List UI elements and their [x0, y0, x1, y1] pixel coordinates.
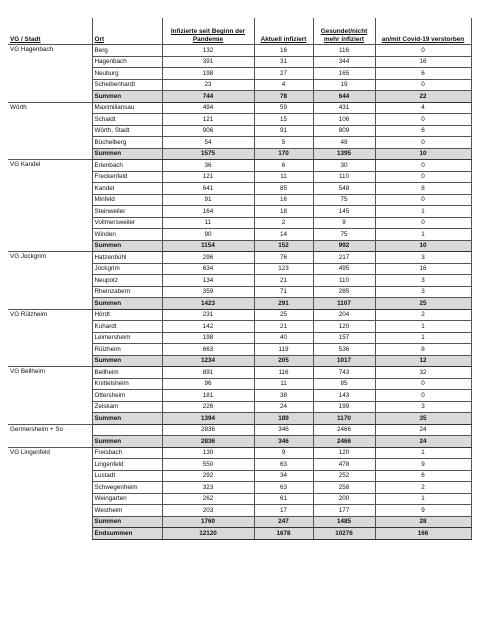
aktuell-infiziert-cell: 170: [254, 148, 313, 160]
infizierte-cell: 226: [162, 401, 254, 413]
ort-cell: Lingenfeld: [92, 459, 162, 471]
gesundet-cell: 120: [313, 321, 375, 333]
ort-cell: Neupotz: [92, 275, 162, 287]
verstorben-cell: 24: [375, 424, 471, 436]
gesundet-cell: 495: [313, 263, 375, 275]
infizierte-cell: 1394: [162, 413, 254, 425]
vg-stadt-cell: [8, 528, 92, 540]
gesundet-cell: 431: [313, 102, 375, 114]
verstorben-cell: 6: [375, 470, 471, 482]
aktuell-infiziert-cell: 346: [254, 436, 313, 448]
ort-cell: Bellheim: [92, 367, 162, 379]
gesundet-cell: 285: [313, 286, 375, 298]
infizierte-cell: 494: [162, 102, 254, 114]
aktuell-infiziert-cell: 21: [254, 321, 313, 333]
aktuell-infiziert-cell: 91: [254, 125, 313, 137]
gesundet-cell: 143: [313, 390, 375, 402]
aktuell-infiziert-cell: 38: [254, 390, 313, 402]
table-row: [8, 102, 471, 114]
gesundet-cell: 110: [313, 275, 375, 287]
gesundet-cell: 809: [313, 125, 375, 137]
gesundet-cell: 75: [313, 229, 375, 241]
covid-statistics-table: [8, 18, 472, 540]
aktuell-infiziert-cell: 2: [254, 217, 313, 229]
infizierte-cell: 132: [162, 45, 254, 57]
infizierte-cell: 91: [162, 194, 254, 206]
verstorben-cell: 0: [375, 217, 471, 229]
gesundet-cell: 199: [313, 401, 375, 413]
infizierte-cell: 891: [162, 367, 254, 379]
infizierte-cell: 550: [162, 459, 254, 471]
ort-cell: Schaidt: [92, 114, 162, 126]
ort-cell: Weingarten: [92, 493, 162, 505]
infizierte-cell: 2836: [162, 424, 254, 436]
ort-cell: Vollmersweiler: [92, 217, 162, 229]
verstorben-cell: 12: [375, 355, 471, 367]
verstorben-cell: 1: [375, 229, 471, 241]
ort-cell: Kandel: [92, 183, 162, 195]
aktuell-infiziert-cell: 189: [254, 413, 313, 425]
aktuell-infiziert-cell: 4: [254, 79, 313, 91]
verstorben-cell: 0: [375, 194, 471, 206]
gesundet-cell: 106: [313, 114, 375, 126]
verstorben-cell: 3: [375, 252, 471, 264]
gesundet-cell: 49: [313, 137, 375, 149]
gesundet-cell: 1017: [313, 355, 375, 367]
aktuell-infiziert-cell: 346: [254, 424, 313, 436]
gesundet-cell: 145: [313, 206, 375, 218]
gesundet-cell: 116: [313, 45, 375, 57]
gesundet-cell: 165: [313, 68, 375, 80]
aktuell-infiziert-cell: 61: [254, 493, 313, 505]
verstorben-cell: 16: [375, 263, 471, 275]
ort-cell: Winden: [92, 229, 162, 241]
ort-cell: Wörth, Stadt: [92, 125, 162, 137]
infizierte-cell: 11: [162, 217, 254, 229]
ort-cell: Freisbach: [92, 447, 162, 459]
gesundet-cell: 157: [313, 332, 375, 344]
table-row: [8, 424, 471, 436]
infizierte-cell: 142: [162, 321, 254, 333]
ort-cell: Summen: [92, 516, 162, 528]
infizierte-cell: 391: [162, 56, 254, 68]
verstorben-cell: 0: [375, 390, 471, 402]
aktuell-infiziert-cell: 16: [254, 194, 313, 206]
ort-cell: Schwegenheim: [92, 482, 162, 494]
verstorben-cell: 8: [375, 344, 471, 356]
aktuell-infiziert-cell: 16: [254, 45, 313, 57]
table-row: [8, 447, 471, 459]
gesundet-cell: 30: [313, 160, 375, 172]
verstorben-cell: 2: [375, 482, 471, 494]
header-verstorben: an/mit Covid-19 verstorben: [375, 18, 471, 45]
verstorben-cell: 25: [375, 298, 471, 310]
infizierte-cell: 296: [162, 252, 254, 264]
infizierte-cell: 292: [162, 470, 254, 482]
ort-cell: Freckenfeld: [92, 171, 162, 183]
ort-cell: Kuhardt: [92, 321, 162, 333]
gesundet-cell: 200: [313, 493, 375, 505]
ort-cell: Zeiskam: [92, 401, 162, 413]
infizierte-cell: 231: [162, 309, 254, 321]
verstorben-cell: 24: [375, 436, 471, 448]
aktuell-infiziert-cell: 76: [254, 252, 313, 264]
header-ort: Ort: [92, 18, 162, 45]
gesundet-cell: 252: [313, 470, 375, 482]
infizierte-cell: 663: [162, 344, 254, 356]
ort-cell: Minfeld: [92, 194, 162, 206]
table-body: [8, 45, 471, 540]
verstorben-cell: 16: [375, 56, 471, 68]
gesundet-cell: 1170: [313, 413, 375, 425]
verstorben-cell: 22: [375, 91, 471, 103]
aktuell-infiziert-cell: 123: [254, 263, 313, 275]
header-infizierte: Infizierte seit Beginn der Pandemie: [162, 18, 254, 45]
ort-cell: Maximiliansau: [92, 102, 162, 114]
ort-cell: Knittelsheim: [92, 378, 162, 390]
aktuell-infiziert-cell: 21: [254, 275, 313, 287]
ort-cell: Rheinzabern: [92, 286, 162, 298]
gesundet-cell: 1485: [313, 516, 375, 528]
infizierte-cell: 12120: [162, 528, 254, 540]
verstorben-cell: 1: [375, 447, 471, 459]
infizierte-cell: 359: [162, 286, 254, 298]
verstorben-cell: 28: [375, 516, 471, 528]
aktuell-infiziert-cell: 63: [254, 459, 313, 471]
vg-stadt-cell: VG Kandel: [8, 160, 92, 252]
infizierte-cell: 54: [162, 137, 254, 149]
infizierte-cell: 906: [162, 125, 254, 137]
infizierte-cell: 634: [162, 263, 254, 275]
verstorben-cell: 0: [375, 79, 471, 91]
infizierte-cell: 744: [162, 91, 254, 103]
gesundet-cell: 85: [313, 378, 375, 390]
table-row: [8, 45, 471, 57]
aktuell-infiziert-cell: 1678: [254, 528, 313, 540]
aktuell-infiziert-cell: 14: [254, 229, 313, 241]
ort-cell: Erlenbach: [92, 160, 162, 172]
infizierte-cell: 23: [162, 79, 254, 91]
vg-stadt-cell: VG Bellheim: [8, 367, 92, 425]
gesundet-cell: 743: [313, 367, 375, 379]
gesundet-cell: 536: [313, 344, 375, 356]
infizierte-cell: 130: [162, 447, 254, 459]
gesundet-cell: 110: [313, 171, 375, 183]
verstorben-cell: 6: [375, 68, 471, 80]
infizierte-cell: 198: [162, 68, 254, 80]
aktuell-infiziert-cell: 11: [254, 171, 313, 183]
verstorben-cell: 1: [375, 321, 471, 333]
verstorben-cell: 3: [375, 275, 471, 287]
verstorben-cell: 0: [375, 378, 471, 390]
infizierte-cell: 1575: [162, 148, 254, 160]
aktuell-infiziert-cell: 205: [254, 355, 313, 367]
gesundet-cell: 258: [313, 482, 375, 494]
verstorben-cell: 8: [375, 183, 471, 195]
verstorben-cell: 1: [375, 206, 471, 218]
ort-cell: Westheim: [92, 505, 162, 517]
table-row: [8, 367, 471, 379]
aktuell-infiziert-cell: 291: [254, 298, 313, 310]
verstorben-cell: 1: [375, 332, 471, 344]
infizierte-cell: 1423: [162, 298, 254, 310]
infizierte-cell: 36: [162, 160, 254, 172]
aktuell-infiziert-cell: 24: [254, 401, 313, 413]
gesundet-cell: 120: [313, 447, 375, 459]
aktuell-infiziert-cell: 15: [254, 114, 313, 126]
verstorben-cell: 0: [375, 171, 471, 183]
ort-cell: Summen: [92, 148, 162, 160]
ort-cell: Scheibenhardt: [92, 79, 162, 91]
aktuell-infiziert-cell: 25: [254, 309, 313, 321]
ort-cell: Berg: [92, 45, 162, 57]
infizierte-cell: 96: [162, 378, 254, 390]
ort-cell: Summen: [92, 355, 162, 367]
aktuell-infiziert-cell: 78: [254, 91, 313, 103]
aktuell-infiziert-cell: 11: [254, 378, 313, 390]
gesundet-cell: 217: [313, 252, 375, 264]
verstorben-cell: 3: [375, 401, 471, 413]
infizierte-cell: 1154: [162, 240, 254, 252]
aktuell-infiziert-cell: 116: [254, 367, 313, 379]
verstorben-cell: 2: [375, 309, 471, 321]
ort-cell: Summen: [92, 436, 162, 448]
gesundet-cell: 548: [313, 183, 375, 195]
ort-cell: Summen: [92, 413, 162, 425]
infizierte-cell: 134: [162, 275, 254, 287]
aktuell-infiziert-cell: 17: [254, 505, 313, 517]
infizierte-cell: 323: [162, 482, 254, 494]
ort-cell: [92, 424, 162, 436]
verstorben-cell: 4: [375, 102, 471, 114]
infizierte-cell: 121: [162, 171, 254, 183]
gesundet-cell: 478: [313, 459, 375, 471]
endsummen-row: [8, 528, 471, 540]
gesundet-cell: 644: [313, 91, 375, 103]
header-vg-stadt: VG / Stadt: [10, 35, 41, 43]
table-row: [8, 160, 471, 172]
aktuell-infiziert-cell: 6: [254, 160, 313, 172]
vg-stadt-cell: VG Lingenfeld: [8, 447, 92, 528]
gesundet-cell: 344: [313, 56, 375, 68]
infizierte-cell: 121: [162, 114, 254, 126]
header-gesundet: Gesundet/nicht mehr infiziert: [313, 18, 375, 45]
infizierte-cell: 641: [162, 183, 254, 195]
table-row: [8, 309, 471, 321]
aktuell-infiziert-cell: 27: [254, 68, 313, 80]
infizierte-cell: 1234: [162, 355, 254, 367]
ort-cell: Lustadt: [92, 470, 162, 482]
aktuell-infiziert-cell: 247: [254, 516, 313, 528]
vg-stadt-cell: VG Rülzheim: [8, 309, 92, 367]
aktuell-infiziert-cell: 63: [254, 482, 313, 494]
infizierte-cell: 198: [162, 332, 254, 344]
aktuell-infiziert-cell: 152: [254, 240, 313, 252]
ort-cell: Büchelberg: [92, 137, 162, 149]
aktuell-infiziert-cell: 18: [254, 206, 313, 218]
aktuell-infiziert-cell: 85: [254, 183, 313, 195]
table-header: [8, 18, 471, 45]
ort-cell: Rülzheim: [92, 344, 162, 356]
infizierte-cell: 262: [162, 493, 254, 505]
aktuell-infiziert-cell: 31: [254, 56, 313, 68]
verstorben-cell: 166: [375, 528, 471, 540]
verstorben-cell: 10: [375, 148, 471, 160]
ort-cell: Hördt: [92, 309, 162, 321]
aktuell-infiziert-cell: 40: [254, 332, 313, 344]
infizierte-cell: 181: [162, 390, 254, 402]
table-row: [8, 252, 471, 264]
gesundet-cell: 992: [313, 240, 375, 252]
ort-cell: Jockgrim: [92, 263, 162, 275]
ort-cell: Summen: [92, 91, 162, 103]
infizierte-cell: 2836: [162, 436, 254, 448]
gesundet-cell: 19: [313, 79, 375, 91]
aktuell-infiziert-cell: 71: [254, 286, 313, 298]
gesundet-cell: 10276: [313, 528, 375, 540]
ort-cell: Steinweiler: [92, 206, 162, 218]
gesundet-cell: 177: [313, 505, 375, 517]
gesundet-cell: 2466: [313, 424, 375, 436]
gesundet-cell: 9: [313, 217, 375, 229]
verstorben-cell: 35: [375, 413, 471, 425]
ort-cell: Ottersheim: [92, 390, 162, 402]
verstorben-cell: 9: [375, 459, 471, 471]
infizierte-cell: 203: [162, 505, 254, 517]
ort-cell: Neuburg: [92, 68, 162, 80]
infizierte-cell: 1760: [162, 516, 254, 528]
verstorben-cell: 0: [375, 160, 471, 172]
aktuell-infiziert-cell: 119: [254, 344, 313, 356]
verstorben-cell: 0: [375, 137, 471, 149]
infizierte-cell: 164: [162, 206, 254, 218]
verstorben-cell: 10: [375, 240, 471, 252]
ort-cell: Summen: [92, 298, 162, 310]
vg-stadt-cell: VG Hagenbach: [8, 45, 92, 103]
aktuell-infiziert-cell: 59: [254, 102, 313, 114]
verstorben-cell: 6: [375, 125, 471, 137]
aktuell-infiziert-cell: 9: [254, 447, 313, 459]
verstorben-cell: 32: [375, 367, 471, 379]
gesundet-cell: 1395: [313, 148, 375, 160]
aktuell-infiziert-cell: 34: [254, 470, 313, 482]
vg-stadt-cell: Wörth: [8, 102, 92, 160]
verstorben-cell: 0: [375, 114, 471, 126]
ort-cell: Hagenbach: [92, 56, 162, 68]
ort-cell: Summen: [92, 240, 162, 252]
header-aktuell-infiziert: Aktuell infiziert: [254, 18, 313, 45]
endsummen-label: Endsummen: [92, 528, 162, 540]
gesundet-cell: 2466: [313, 436, 375, 448]
ort-cell: Hatzenbühl: [92, 252, 162, 264]
verstorben-cell: 1: [375, 493, 471, 505]
verstorben-cell: 0: [375, 45, 471, 57]
verstorben-cell: 9: [375, 505, 471, 517]
vg-stadt-cell: VG Jockgrim: [8, 252, 92, 310]
vg-stadt-cell: Germersheim + So: [8, 424, 92, 447]
gesundet-cell: 1107: [313, 298, 375, 310]
verstorben-cell: 3: [375, 286, 471, 298]
infizierte-cell: 90: [162, 229, 254, 241]
gesundet-cell: 204: [313, 309, 375, 321]
aktuell-infiziert-cell: 5: [254, 137, 313, 149]
gesundet-cell: 75: [313, 194, 375, 206]
ort-cell: Leimersheim: [92, 332, 162, 344]
